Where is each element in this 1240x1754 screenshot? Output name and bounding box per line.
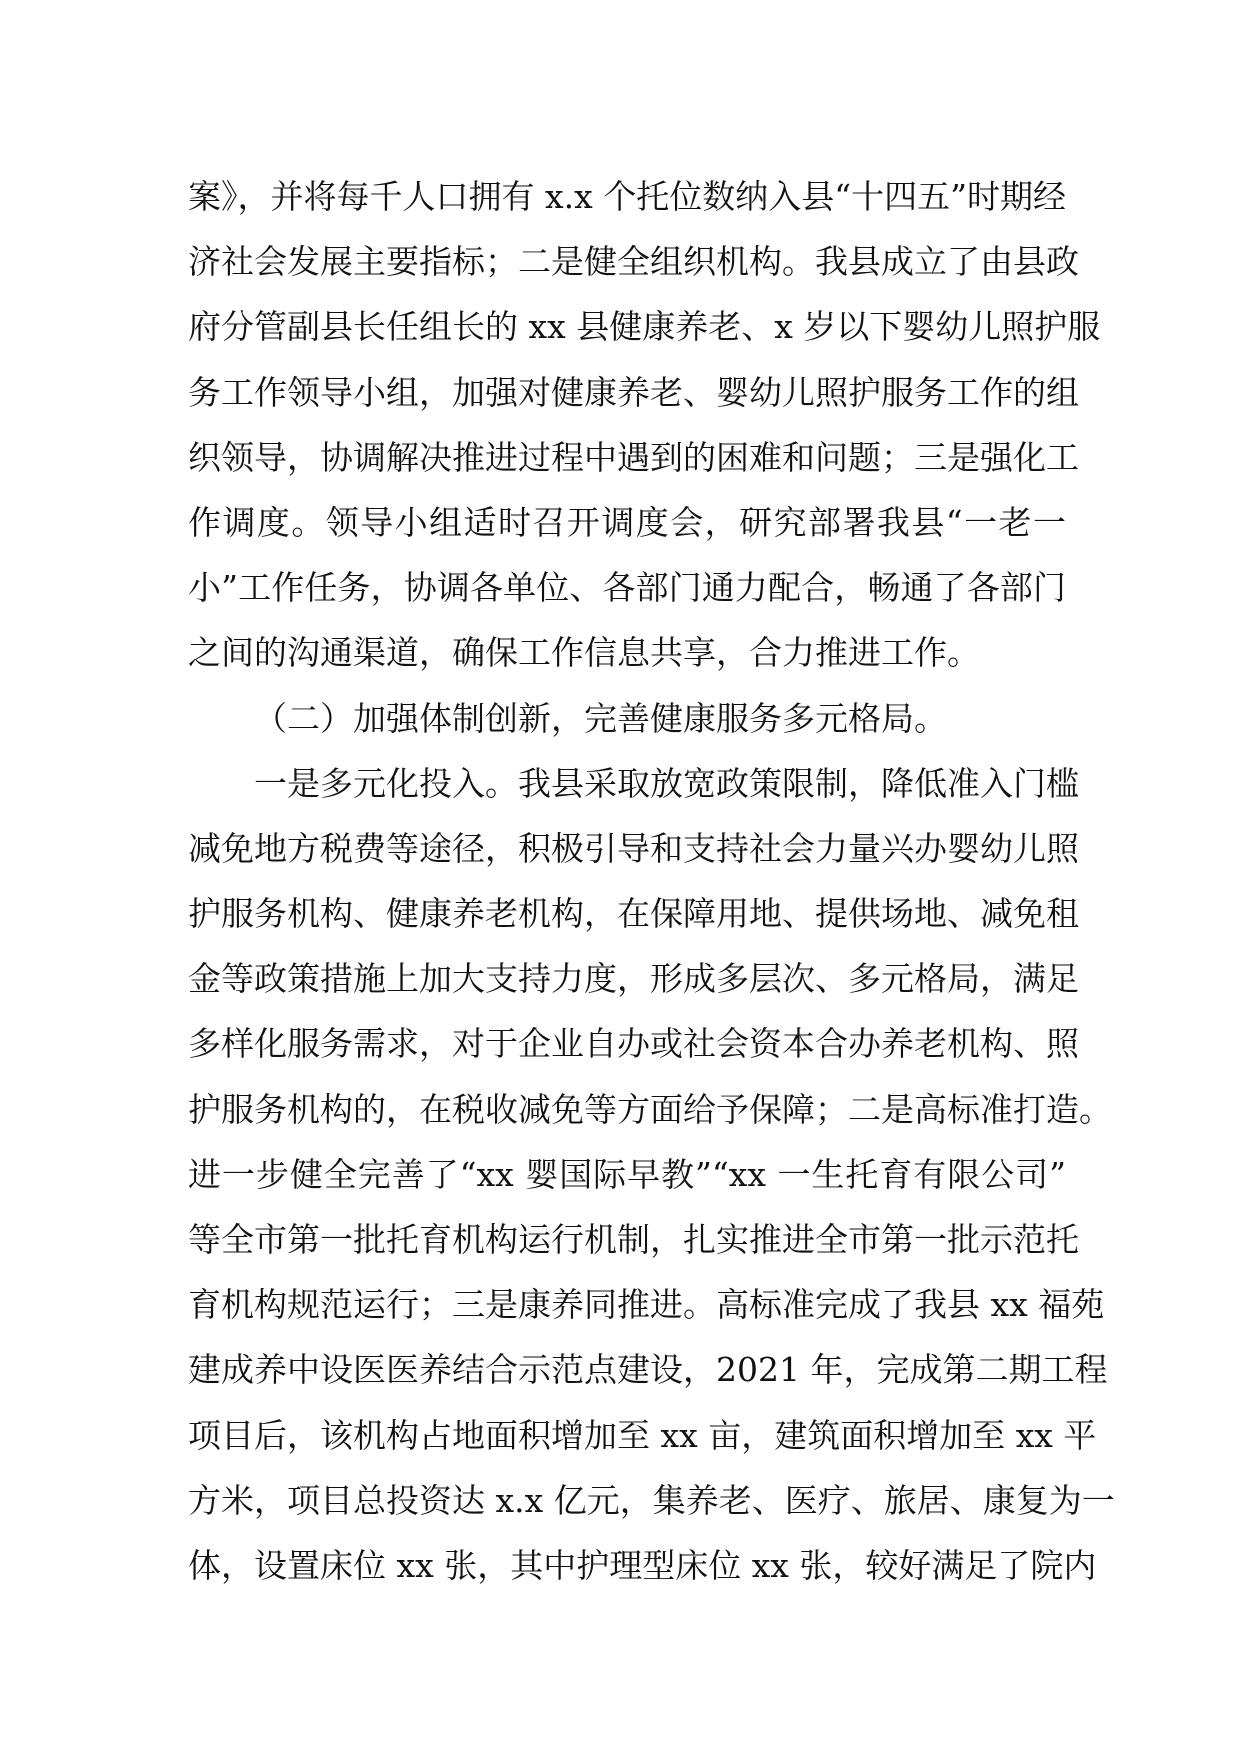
text-line: 案》，并将每千人口拥有 x.x 个托位数纳入县“十四五”时期经	[188, 177, 1066, 216]
text-line: 小”工作任务，协调各单位、各部门通力配合，畅通了各部门	[188, 568, 1066, 608]
text-line: 一是多元化投入。我县采取放宽政策限制，降低准入门槛	[254, 763, 1079, 803]
text-line: 多样化服务需求，对于企业自办或社会资本合办养老机构、照	[188, 1024, 1079, 1064]
text-line: 务工作领导小组，加强对健康养老、婴幼儿照护服务工作的组	[188, 372, 1079, 412]
text-line: 项目后，该机构占地面积增加至 xx 亩，建筑面积增加至 xx 平	[188, 1415, 1097, 1455]
text-line: 府分管副县长任组长的 xx 县健康养老、x 岁以下婴幼儿照护服	[188, 307, 1101, 347]
text-line: 之间的沟通渠道，确保工作信息共享，合力推进工作。	[188, 633, 980, 673]
text-line: 等全市第一批托育机构运行机制，扎实推进全市第一批示范托	[188, 1220, 1079, 1259]
section-heading: （二）加强体制创新，完善健康服务多元格局。	[254, 698, 947, 738]
text-line: 织领导，协调解决推进过程中遇到的困难和问题；三是强化工	[188, 437, 1079, 477]
text-line: 减免地方税费等途径，积极引导和支持社会力量兴办婴幼儿照	[188, 828, 1079, 868]
text-line: 进一步健全完善了“xx 婴国际早教”“xx 一生托育有限公司”	[188, 1154, 1066, 1194]
body-text	[188, 164, 1115, 1598]
text-line: 作调度。领导小组适时召开调度会，研究部署我县“一老一	[188, 502, 1066, 542]
text-line: 建成养中设医医养结合示范点建设，2021 年，完成第二期工程	[188, 1350, 1108, 1390]
text-line: 金等政策措施上加大支持力度，形成多层次、多元格局，满足	[188, 959, 1079, 999]
text-line: 育机构规范运行；三是康养同推进。高标准完成了我县 xx 福苑	[188, 1285, 1105, 1325]
text-line: 护服务机构、健康养老机构，在保障用地、提供场地、减免租	[188, 894, 1079, 934]
text-line: 方米，项目总投资达 x.x 亿元，集养老、医疗、旅居、康复为一	[188, 1480, 1115, 1520]
text-line: 护服务机构的，在税收减免等方面给予保障；二是高标准打造。	[188, 1089, 1112, 1129]
text-line: 济社会发展主要指标；二是健全组织机构。我县成立了由县政	[188, 242, 1079, 282]
text-line: 体，设置床位 xx 张，其中护理型床位 xx 张，较好满足了院内	[188, 1545, 1097, 1585]
